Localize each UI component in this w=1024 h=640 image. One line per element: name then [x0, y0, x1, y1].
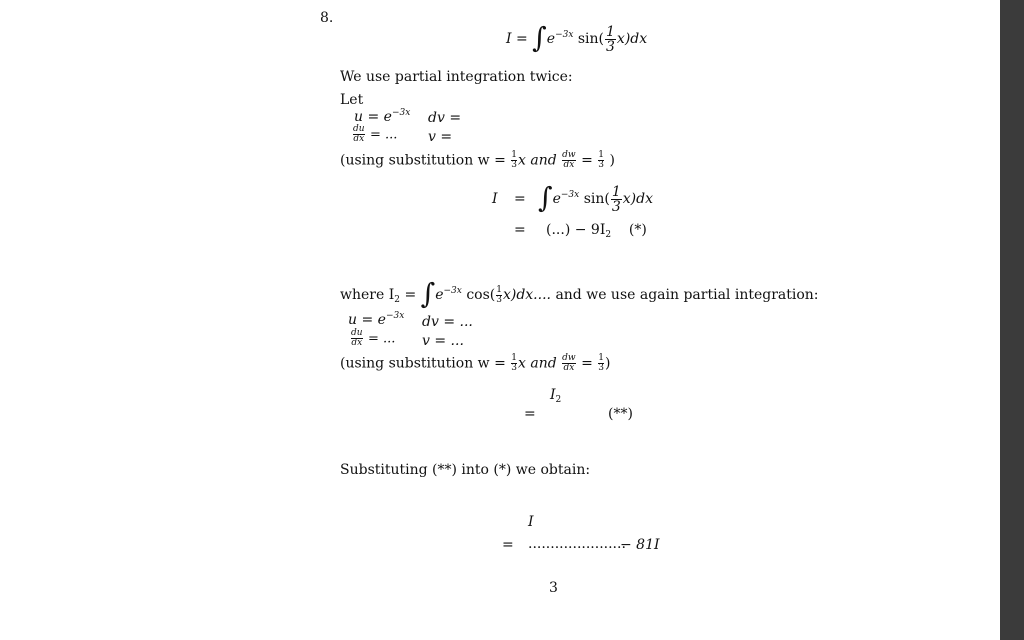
eq2-equals-2: =	[514, 222, 526, 238]
problem-number: 8.	[320, 10, 334, 26]
integral-sign-icon: ∫	[538, 181, 553, 214]
dv2-def: dv = ...	[422, 314, 473, 330]
u2-def: $u = e^{-3x}$	[348, 311, 405, 328]
integral-sign-icon: ∫	[420, 277, 436, 310]
let-text: Let	[340, 92, 364, 108]
substitution-1: (using substitution w = $\frac{1}{3}$ x and $\frac{dw}{dx}$ = $\frac{1}{3}$ )	[340, 150, 615, 170]
partial-twice-text: We use partial integration twice:	[340, 69, 573, 85]
eq3-lhs: $I_2$	[550, 387, 562, 405]
substitution-2: (using substitution w = $\frac{1}{3}$ x and $\frac{dw}{dx}$ = $\frac{1}{3}$ )	[340, 353, 611, 373]
eq2-line2: (...) − $9I_2$ (*)	[546, 222, 647, 240]
eq4-equals: =	[502, 537, 514, 553]
eq4-lhs: I	[528, 514, 534, 530]
eq3-equals: =	[524, 406, 536, 422]
main-eq-lhs: I =	[506, 31, 528, 47]
du1-def: $\frac{du}{dx}$ = ...	[353, 124, 398, 144]
du2-def: $\frac{du}{dx}$ = ...	[351, 328, 396, 348]
eq2-lhs: I	[492, 191, 498, 207]
substituting-text: Substituting (**) into (*) we obtain:	[340, 462, 591, 478]
v1-def: v =	[428, 129, 453, 145]
v2-def: v = ...	[422, 333, 464, 349]
dv1-def: dv =	[428, 110, 462, 126]
main-rest: x)dx	[616, 31, 648, 47]
eq2-rhs: $\int e^{-3x}$ sin( $\frac{1}{3}$ x)dx	[538, 181, 653, 215]
eq2-equals: =	[514, 191, 526, 207]
eq3-tag: (**)	[608, 406, 633, 422]
where-line: where $I_2 = \int e^{-3x}$ cos( $\frac{1}{3}$ x)dx.... and we use again partial integration:	[340, 277, 819, 310]
eq4-dots: ......................	[528, 536, 626, 552]
main-frac: $\frac{1}{3}$	[606, 23, 615, 55]
u1-def: $u = e^{-3x}$	[354, 108, 411, 125]
main-exp: −3x	[555, 30, 574, 40]
integral-sign-icon: ∫	[532, 21, 547, 54]
eq4-tail: − 81I	[620, 537, 660, 553]
main-equation: $I = \int e^{-3x}$ sin( $\frac{1}{3}$ x)dx	[506, 21, 648, 55]
vertical-scrollbar[interactable]	[1000, 0, 1024, 640]
page-number: 3	[549, 580, 558, 596]
main-sin: sin(	[577, 31, 604, 47]
